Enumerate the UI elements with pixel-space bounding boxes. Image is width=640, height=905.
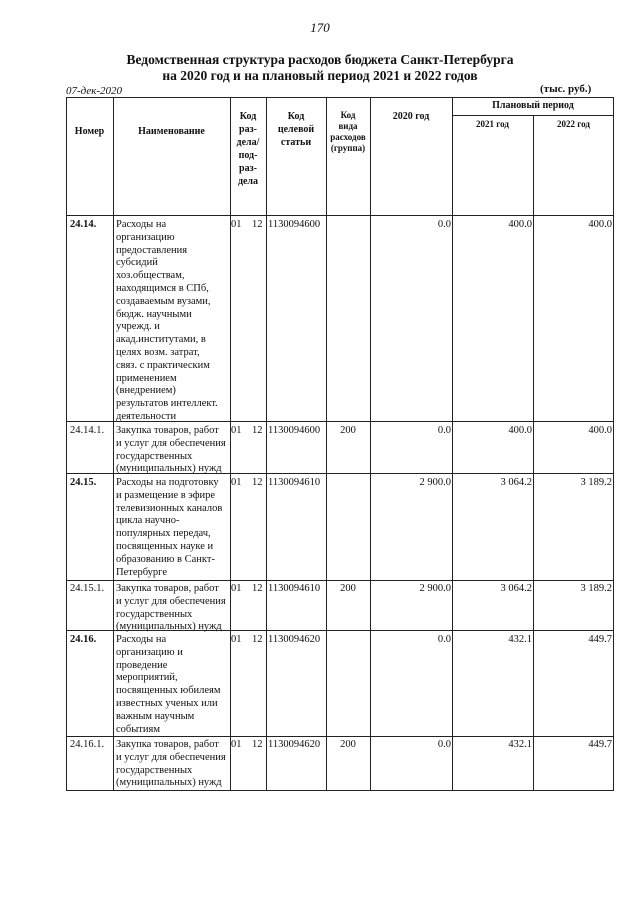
row-value-2022: 3 189.2 — [580, 477, 612, 488]
row-name: Закупка товаров, работ и услуг для обеспечения государственных (муниципальных) нужд — [116, 739, 226, 789]
row-value-2022: 449.7 — [588, 634, 612, 645]
row-value-2021: 3 064.2 — [500, 583, 532, 594]
row-value-2021: 400.0 — [508, 219, 532, 230]
row-value-2022: 400.0 — [588, 219, 612, 230]
header-target-code: Код целевой статьи — [277, 111, 315, 148]
table-top-border — [66, 97, 614, 98]
row-name: Расходы на подготовку и размещение в эфире телевизионных каналов цикла научно- популярных передач, посвященных науке и образованию в Санкт- Петербурге — [116, 477, 223, 578]
row-number: 24.14.1. — [70, 425, 105, 436]
row-target-code: 1130094600 — [268, 425, 321, 436]
header-planned-period: Плановый период — [492, 100, 574, 111]
header-year-2021: 2021 год — [476, 119, 509, 129]
row-number: 24.15. — [70, 477, 97, 488]
row-value-2021: 3 064.2 — [500, 477, 532, 488]
row-number: 24.14. — [70, 219, 97, 230]
row-section-code: 01 12 — [231, 634, 263, 645]
row-divider — [66, 580, 614, 581]
row-value-2020: 2 900.0 — [419, 477, 451, 488]
row-section-code: 01 12 — [231, 739, 263, 750]
row-section-code: 01 12 — [231, 477, 263, 488]
row-section-code: 01 12 — [231, 425, 263, 436]
row-type-code: 200 — [340, 425, 356, 436]
document-title-line-2: на 2020 год и на плановый период 2021 и 2022 годов — [162, 68, 478, 83]
row-section-code: 01 12 — [231, 583, 263, 594]
row-number: 24.16.1. — [70, 739, 105, 750]
row-value-2022: 400.0 — [588, 425, 612, 436]
row-value-2022: 449.7 — [588, 739, 612, 750]
row-value-2020: 0.0 — [437, 739, 451, 750]
units-label: (тыс. руб.) — [540, 83, 592, 95]
row-name: Расходы на организацию и проведение мероприятий, посвященных юбилеям известных ученых или важным научным событиям — [116, 634, 221, 735]
column-border — [533, 115, 534, 790]
row-value-2021: 400.0 — [508, 425, 532, 436]
row-target-code: 1130094610 — [268, 477, 321, 488]
header-bottom-border — [66, 215, 614, 216]
column-border — [452, 97, 453, 790]
row-section-code: 01 12 — [231, 219, 263, 230]
row-value-2021: 432.1 — [508, 634, 532, 645]
row-type-code: 200 — [340, 739, 356, 750]
column-border — [66, 97, 67, 790]
row-value-2020: 0.0 — [437, 634, 451, 645]
row-target-code: 1130094620 — [268, 634, 321, 645]
row-value-2020: 2 900.0 — [419, 583, 451, 594]
header-name: Наименование — [138, 126, 205, 137]
document-date: 07-дек-2020 — [66, 85, 123, 97]
row-value-2020: 0.0 — [437, 425, 451, 436]
row-value-2022: 3 189.2 — [580, 583, 612, 594]
column-border — [266, 97, 267, 790]
column-border — [370, 97, 371, 790]
document-title-line-1: Ведомственная структура расходов бюджета Санкт-Петербурга — [126, 52, 514, 67]
header-year-2020: 2020 год — [392, 111, 430, 122]
row-name: Закупка товаров, работ и услуг для обеспечения государственных (муниципальных) нужд — [116, 425, 226, 475]
column-border — [230, 97, 231, 790]
row-number: 24.15.1. — [70, 583, 105, 594]
row-value-2020: 0.0 — [437, 219, 451, 230]
row-name: Расходы на организацию предоставления субсидий хоз.обществам, находящимся в СПб, создаваемым вузами, бюдж. научными учрежд. и акад.институтами, в целях возм. затрат, связ. с практическим применением (внедрением) результатов интеллект. деятельности — [116, 219, 218, 422]
column-border — [326, 97, 327, 790]
header-year-2022: 2022 год — [557, 119, 590, 129]
header-expense-type-code: Код вида расходов (группа) — [330, 110, 366, 153]
row-target-code: 1130094620 — [268, 739, 321, 750]
header-number: Номер — [74, 126, 105, 137]
row-name: Закупка товаров, работ и услуг для обеспечения государственных (муниципальных) нужд — [116, 583, 226, 633]
row-value-2021: 432.1 — [508, 739, 532, 750]
row-type-code: 200 — [340, 583, 356, 594]
page-number: 170 — [310, 20, 330, 35]
column-border — [113, 97, 114, 790]
row-target-code: 1130094600 — [268, 219, 321, 230]
column-border — [613, 97, 614, 790]
row-number: 24.16. — [70, 634, 97, 645]
header-section-code: Код раз- дела/ под- раз- дела — [236, 111, 260, 187]
row-target-code: 1130094610 — [268, 583, 321, 594]
